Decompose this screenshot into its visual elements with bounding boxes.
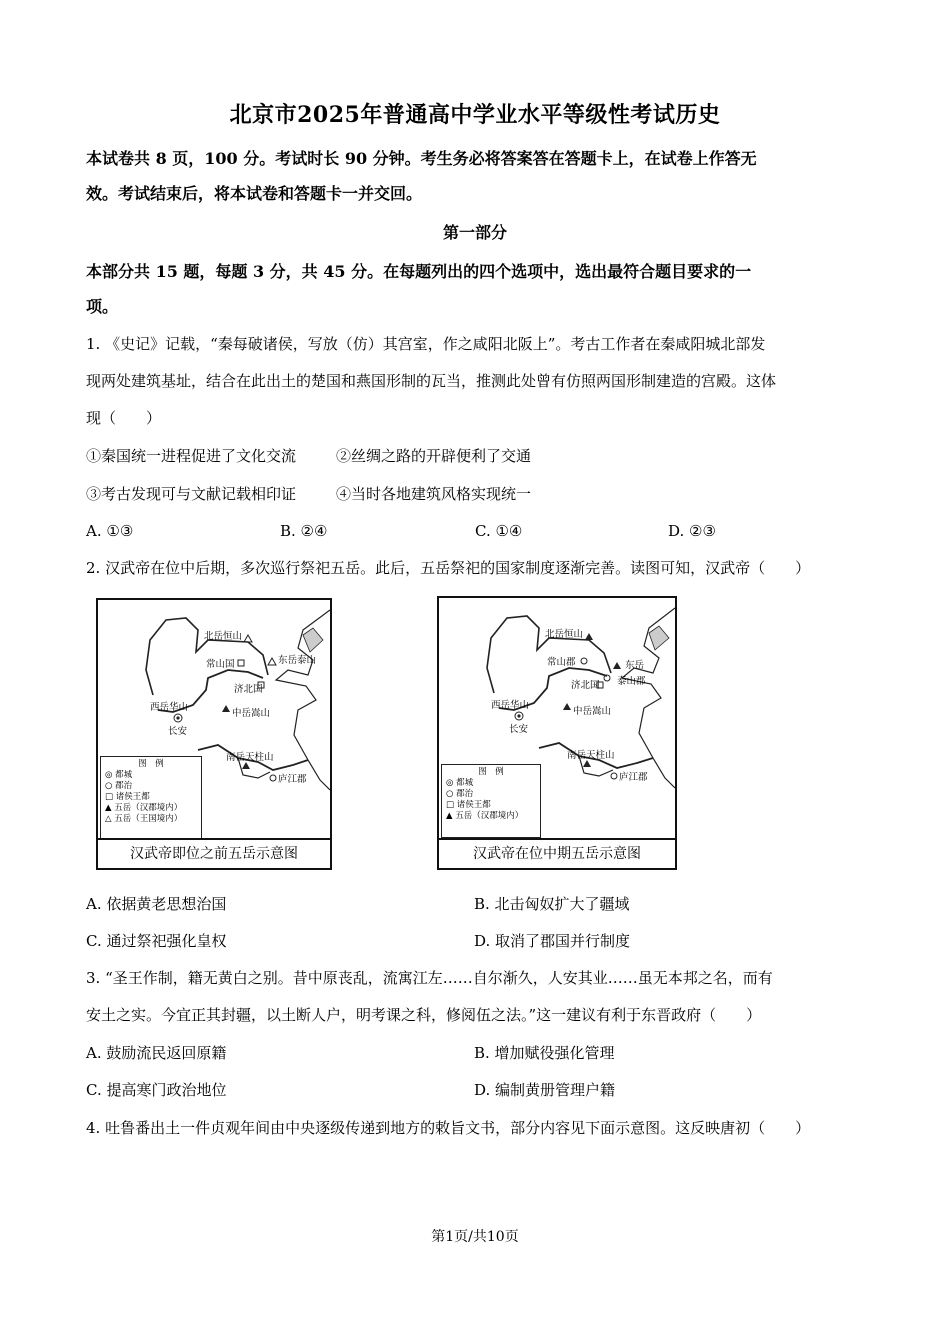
intro-line-1: 本试卷共 8 页，100 分。考试时长 90 分钟。考生务必将答案答在答题卡上，在试卷上作答无: [86, 149, 757, 168]
map1-label-lujiang: 庐江郡: [278, 774, 307, 785]
map2-label-jibei: 济北国: [571, 680, 600, 691]
intro-line-2: 效。考试结束后，将本试卷和答题卡一并交回。: [86, 184, 423, 203]
map2-label-taishan: 泰山郡: [617, 676, 646, 687]
map2-legend: [441, 764, 541, 838]
map1-label-capital: 长安: [168, 726, 188, 737]
map1-legend-item: ▲ 五岳（汉郡境内）: [105, 803, 183, 813]
q4-stem: 4. 吐鲁番出土一件贞观年间由中央逐级传递到地方的敕旨文书，部分内容见下面示意图。这反映唐初（ ）: [86, 1119, 811, 1137]
q1-statement-1: ①秦国统一进程促进了文化交流: [86, 447, 297, 465]
q3-option-c[interactable]: C. 提高寒门政治地位: [86, 1081, 227, 1099]
map1-legend-title: 图 例: [138, 759, 164, 769]
map1-caption: 汉武帝即位之前五岳示意图: [98, 838, 330, 868]
map2-legend-title: 图 例: [478, 767, 504, 777]
q3-option-b[interactable]: B. 增加赋役强化管理: [474, 1044, 615, 1062]
q2-option-b[interactable]: B. 北击匈奴扩大了疆域: [474, 895, 630, 913]
map2-legend-item: ◎ 都城: [446, 778, 474, 788]
map1-label-west: 西岳华山: [150, 702, 189, 713]
part-desc-line-2: 项。: [86, 297, 119, 316]
map1-legend: [100, 756, 202, 840]
q2-option-c[interactable]: C. 通过祭祀强化皇权: [86, 932, 227, 950]
map1-label-changshan: 常山国: [206, 659, 235, 670]
q1-option-b[interactable]: B. ②④: [280, 522, 328, 540]
map1-label-south: 南岳天柱山: [226, 752, 274, 763]
map1-label-north: 北岳恒山: [204, 631, 243, 642]
q1-statement-4: ④当时各地建筑风格实现统一: [336, 485, 532, 503]
page-footer: 第1页/共10页: [431, 1229, 519, 1245]
q1-option-d[interactable]: D. ②③: [668, 522, 716, 540]
map2-label-middle: 中岳嵩山: [573, 706, 612, 717]
part-title: 第一部分: [442, 223, 507, 242]
q2-option-a[interactable]: A. 依据黄老思想治国: [86, 895, 227, 913]
map2-legend-item: ▲ 五岳（汉郡境内）: [446, 811, 524, 821]
map2-legend-item: □ 诸侯王都: [446, 800, 491, 810]
q3-stem-line-1: 3. “圣王作制，籍无黄白之别。昔中原丧乱，流寓江左……自尔渐久，人安其业……虽无本邦之名，而有: [86, 969, 773, 987]
map1-label-east: 东岳泰山: [278, 655, 317, 666]
map1-legend-item: △ 五岳（王国境内）: [105, 814, 183, 824]
map1-label-middle: 中岳嵩山: [232, 708, 271, 719]
map2-caption: 汉武帝在位中期五岳示意图: [439, 838, 675, 868]
q2-stem: 2. 汉武帝在位中后期，多次巡行祭祀五岳。此后，五岳祭祀的国家制度逐渐完善。读图可知，汉武帝（ ）: [86, 559, 811, 577]
map-mid-reign: [437, 596, 677, 870]
q1-statement-2: ②丝绸之路的开辟便利了交通: [336, 447, 532, 465]
q1-statement-3: ③考古发现可与文献记载相印证: [86, 485, 297, 503]
map2-label-lujiang: 庐江郡: [619, 772, 648, 783]
map1-legend-item: ◎ 都城: [105, 770, 133, 780]
map2-label-capital: 长安: [509, 724, 529, 735]
map-before-accession: [96, 598, 332, 870]
q3-option-d[interactable]: D. 编制黄册管理户籍: [474, 1081, 616, 1099]
map2-label-west: 西岳华山: [491, 700, 530, 711]
q2-option-d[interactable]: D. 取消了郡国并行制度: [474, 932, 631, 950]
map1-legend-item: ○ 郡治: [105, 781, 133, 791]
map1-legend-item: □ 诸侯王都: [105, 792, 150, 802]
map2-label-north: 北岳恒山: [545, 629, 584, 640]
q3-stem-line-2: 安土之实。今宜正其封疆，以土断人户，明考课之科，修阅伍之法。”这一建议有利于东晋政府（ ）: [86, 1006, 762, 1024]
q1-option-a[interactable]: A. ①③: [86, 522, 134, 540]
map2-label-changshan: 常山郡: [547, 657, 576, 668]
page-title: 北京市2025年普通高中学业水平等级性考试历史: [229, 102, 721, 128]
map2-label-south: 南岳天柱山: [567, 750, 615, 761]
map1-label-jibei: 济北国: [234, 684, 263, 695]
q1-stem-line-1: 1. 《史记》记载，“秦每破诸侯，写放（仿）其宫室，作之咸阳北阪上”。考古工作者在秦咸阳城北部发: [86, 335, 766, 353]
q1-stem-line-2: 现两处建筑基址，结合在此出土的楚国和燕国形制的瓦当，推测此处曾有仿照两国形制建造的宫殿。这体: [86, 372, 777, 390]
part-desc-line-1: 本部分共 15 题，每题 3 分，共 45 分。在每题列出的四个选项中，选出最符合题目要求的一: [86, 262, 752, 281]
map2-label-east: 东岳: [625, 660, 645, 671]
q1-stem-line-3: 现（ ）: [86, 409, 162, 427]
map2-legend-item: ○ 郡治: [446, 789, 474, 799]
q1-option-c[interactable]: C. ①④: [475, 522, 523, 540]
q3-option-a[interactable]: A. 鼓励流民返回原籍: [86, 1044, 227, 1062]
